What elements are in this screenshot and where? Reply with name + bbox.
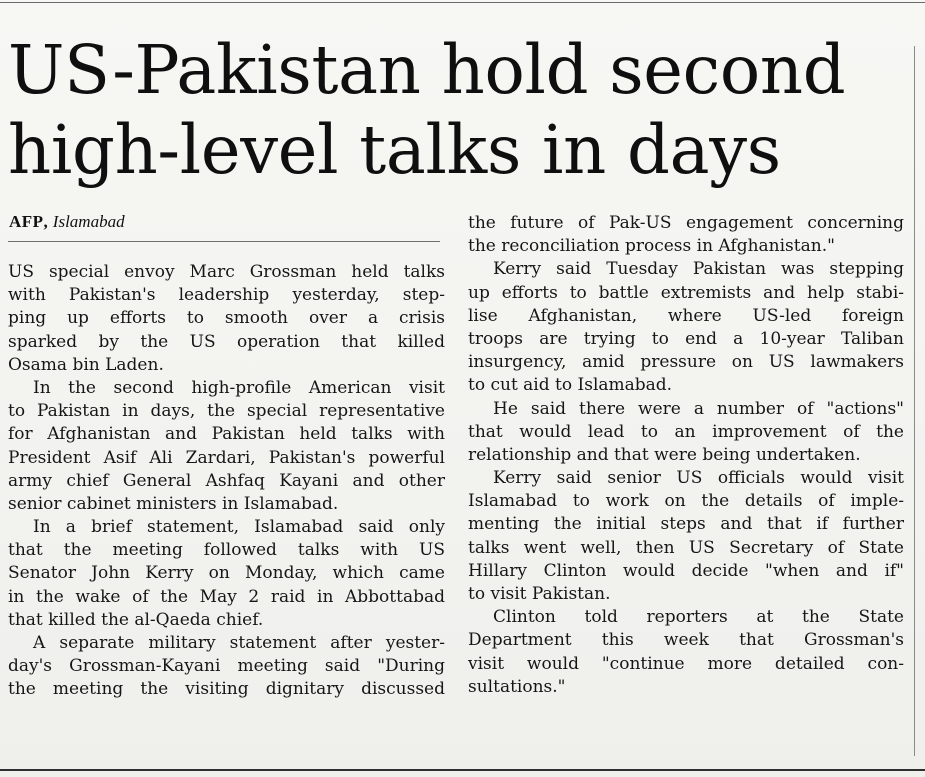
article-right-column xyxy=(468,212,904,699)
right-column-line: Kerry said senior US officials would visit xyxy=(493,468,904,489)
right-column-line: Clinton told reporters at the State xyxy=(493,607,904,628)
left-column-line: in the wake of the May 2 raid in Abbottabad xyxy=(8,586,445,607)
right-column-line: the future of Pak-US engagement concerning xyxy=(468,213,904,233)
headline-line-1: US-Pakistan hold second xyxy=(8,31,846,109)
left-column-line: In the second high-profile American visit xyxy=(33,377,445,398)
right-column-line: Kerry said Tuesday Pakistan was stepping xyxy=(493,259,904,280)
bottom-border-rule xyxy=(0,769,925,771)
left-column-line: that the meeting followed talks with US xyxy=(8,540,445,561)
article-headline xyxy=(8,30,908,190)
left-column-line: A separate military statement after yester- xyxy=(33,633,445,653)
right-column-line: sultations." xyxy=(468,676,566,697)
headline-line-2: high-level talks in days xyxy=(8,111,781,189)
left-column-line: senior cabinet ministers in Islamabad. xyxy=(8,493,339,514)
left-column-line: sparked by the US operation that killed xyxy=(8,331,445,352)
left-column-line: In a brief statement, Islamabad said only xyxy=(33,517,445,538)
left-column-line: army chief General Ashfaq Kayani and other xyxy=(8,470,445,491)
right-column-line: Islamabad to work on the details of imple- xyxy=(468,491,904,512)
right-column-line: lise Afghanistan, where US-led foreign xyxy=(468,305,904,326)
right-column-line: relationship and that were being undertaken. xyxy=(468,444,861,465)
right-column-line: up efforts to battle extremists and help stabi- xyxy=(468,282,904,303)
left-column-line: for Afghanistan and Pakistan held talks with xyxy=(8,424,445,445)
byline-divider xyxy=(8,241,440,242)
left-column-line: that killed the al-Qaeda chief. xyxy=(8,609,264,630)
right-column-line: talks went well, then US Secretary of State xyxy=(468,537,904,558)
left-column-line: President Asif Ali Zardari, Pakistan's powerful xyxy=(8,447,445,468)
right-column-line: to visit Pakistan. xyxy=(468,584,611,604)
left-column-line: ping up efforts to smooth over a crisis xyxy=(8,308,445,329)
left-column-line: Senator John Kerry on Monday, which came xyxy=(8,563,445,584)
left-column-line: Osama bin Laden. xyxy=(8,354,164,375)
top-border-rule xyxy=(0,2,925,3)
right-column-line: troops are trying to end a 10-year Taliban xyxy=(468,328,904,349)
right-column-rule xyxy=(914,46,915,756)
left-column-line: with Pakistan's leadership yesterday, step- xyxy=(8,285,445,306)
left-column-line: US special envoy Marc Grossman held talks xyxy=(8,262,445,282)
right-column-line: menting the initial steps and that if further xyxy=(468,514,904,535)
byline-separator: , xyxy=(43,212,48,231)
right-column-line: Hillary Clinton would decide "when and if" xyxy=(468,560,904,581)
right-column-line: to cut aid to Islamabad. xyxy=(468,375,673,396)
left-column-line: to Pakistan in days, the special representative xyxy=(8,401,445,422)
article-left-column xyxy=(8,261,445,702)
right-column-line: He said there were a number of "actions" xyxy=(493,398,904,419)
byline-agency: AFP xyxy=(9,212,44,231)
left-column-line: day's Grossman-Kayani meeting said "During xyxy=(8,656,445,677)
byline-location: Islamabad xyxy=(52,212,125,231)
right-column-line: insurgency, amid pressure on US lawmakers xyxy=(468,352,904,373)
article-byline xyxy=(9,212,125,232)
right-column-line: the reconciliation process in Afghanistan." xyxy=(468,236,835,257)
right-column-line: visit would "continue more detailed con- xyxy=(468,653,904,674)
right-column-line: that would lead to an improvement of the xyxy=(468,421,904,442)
left-column-line: the meeting the visiting dignitary discussed xyxy=(8,679,445,700)
right-column-line: Department this week that Grossman's xyxy=(468,630,904,651)
